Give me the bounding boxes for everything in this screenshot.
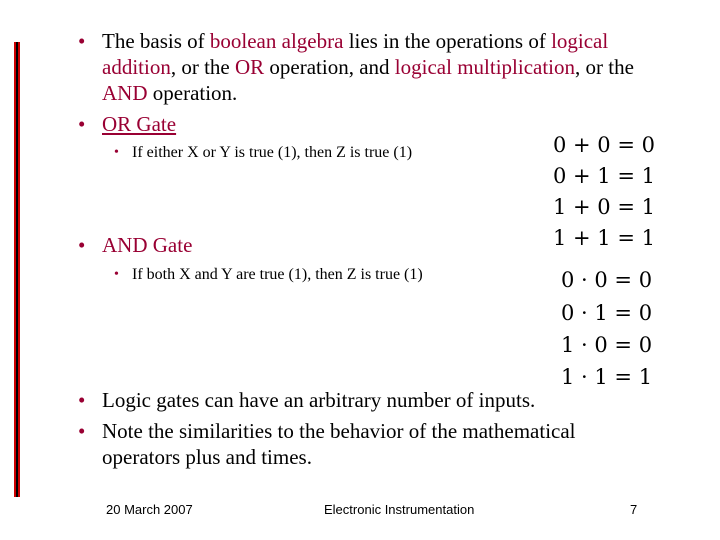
- and-gate-heading: AND Gate: [102, 233, 193, 257]
- text-fragment: operation, and: [264, 55, 395, 79]
- bullet-dot: •: [114, 145, 119, 160]
- term-logical-addition: logical addition: [102, 29, 609, 79]
- text-fragment: The basis of: [102, 29, 210, 53]
- term-or: OR: [234, 55, 265, 79]
- left-accent-bar-inner: [16, 42, 18, 497]
- or-gate-heading: OR Gate: [102, 112, 177, 136]
- or-gate-rule: If either X or Y is true (1), then Z is true (1): [132, 144, 413, 161]
- term-and: AND: [102, 81, 148, 105]
- page-number: 7: [630, 502, 638, 517]
- term-logical-multiplication: logical multiplication: [394, 55, 576, 79]
- and-equation: 1 · 0 = 0: [561, 333, 653, 357]
- or-equation: 1 + 0 = 1: [553, 195, 655, 219]
- text-fragment: , or the: [170, 55, 235, 79]
- bullet-dot: •: [78, 233, 86, 257]
- or-equation: 0 + 0 = 0: [553, 133, 655, 157]
- text-fragment: operation.: [147, 81, 238, 105]
- and-equation: 0 · 0 = 0: [561, 268, 653, 292]
- text-fragment: , or the: [575, 55, 634, 79]
- term-boolean-algebra: boolean algebra: [209, 29, 344, 53]
- and-equation: 1 · 1 = 1: [561, 365, 653, 389]
- bullet-text: [102, 28, 642, 106]
- bullet-text: Note the similarities to the behavior of the mathematical operators plus and times.: [102, 419, 576, 469]
- and-equation: 0 · 1 = 0: [561, 301, 653, 325]
- footer-title: Electronic Instrumentation: [324, 502, 475, 517]
- bullet-dot: •: [78, 112, 86, 136]
- bullet-dot: •: [78, 29, 86, 53]
- bullet-dot: •: [78, 419, 86, 443]
- bullet-dot: •: [114, 267, 119, 282]
- text-fragment: lies in the operations of: [343, 29, 552, 53]
- or-equation: 0 + 1 = 1: [553, 164, 655, 188]
- bullet-text: Logic gates can have an arbitrary number of inputs.: [102, 388, 536, 412]
- and-gate-rule: If both X and Y are true (1), then Z is true (1): [132, 266, 423, 283]
- footer-date: 20 March 2007: [106, 502, 193, 517]
- bullet-dot: •: [78, 388, 86, 412]
- or-equation: 1 + 1 = 1: [553, 226, 655, 250]
